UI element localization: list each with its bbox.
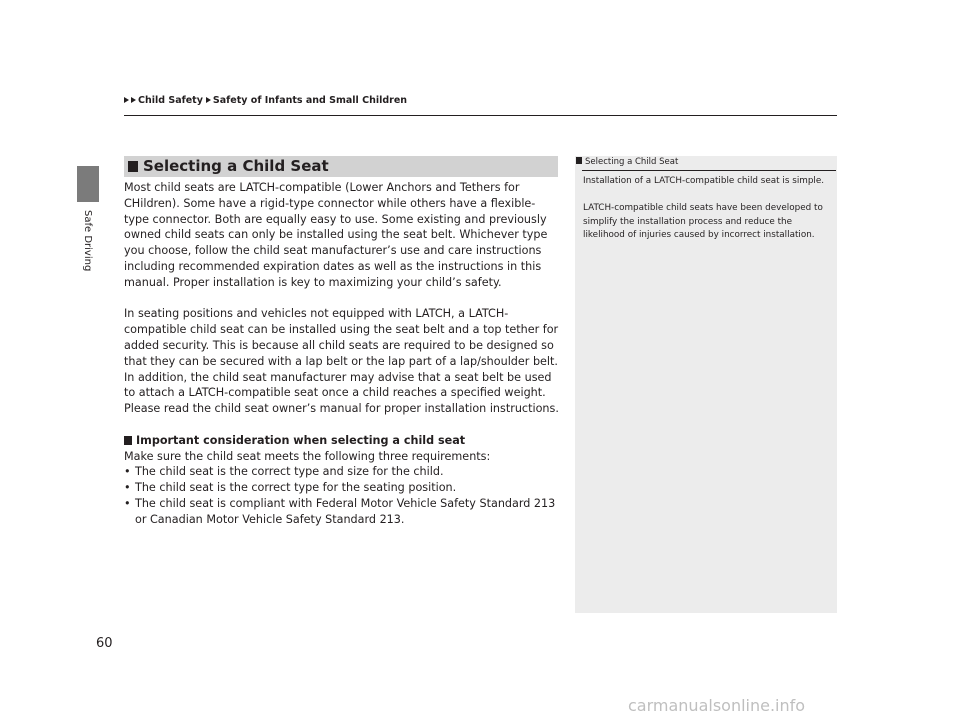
subsection-title-text: Important consideration when selecting a child seat xyxy=(136,433,466,447)
subsection-square-icon xyxy=(124,436,132,445)
subsection-title xyxy=(124,433,560,449)
breadcrumb-item-infants: Safety of Infants and Small Children xyxy=(212,95,408,106)
section-title-text: Selecting a Child Seat xyxy=(143,157,329,175)
side-note-divider xyxy=(582,170,836,171)
breadcrumb-item-child-safety: Child Safety xyxy=(138,95,203,106)
main-body-text xyxy=(124,180,560,528)
header-divider xyxy=(124,115,837,116)
body-paragraph: In seating positions and vehicles not equipped with LATCH, a LATCH-compatible child seat can be installed using the seat belt and a top tether for added security. This is because all child seats are required to be designed so that they can be secured with a lap belt or the lap part of a lap/shoulder belt. In addition, the child seat manufacturer may advise that a seat belt be used to attach a LATCH-compatible seat once a child reaches a specified weight. Please read the child seat owner’s manual for proper installation instructions. xyxy=(124,307,559,416)
body-paragraph: Most child seats are LATCH-compatible (Lower Anchors and Tethers for CHildren). Some have a rigid-type connector while others have a flexible-type connector. Both are equally easy to use. Some existing and previously owned child seats can only be installed using the seat belt. Whichever type you choose, follow the child seat manufacturer’s use and care instructions including recommended expiration dates as well as the instructions in this manual. Proper installation is key to maximizing your child’s safety. xyxy=(124,181,548,289)
list-item: • The child seat is the correct type for the seating position. xyxy=(124,480,560,496)
requirements-list xyxy=(124,464,560,527)
chapter-label: Safe Driving xyxy=(82,210,93,272)
list-item: • The child seat is the correct type and size for the child. xyxy=(124,464,560,480)
subsection-intro: Make sure the child seat meets the following three requirements: xyxy=(124,449,491,463)
side-note-body xyxy=(583,175,828,256)
side-note-title-text: Selecting a Child Seat xyxy=(585,157,679,167)
breadcrumb xyxy=(124,95,407,106)
breadcrumb-arrow-icon xyxy=(124,97,129,103)
section-square-icon xyxy=(128,161,138,172)
breadcrumb-arrow-icon xyxy=(206,97,211,103)
side-note-paragraph: Installation of a LATCH-compatible child seat is simple. xyxy=(583,176,825,186)
side-note-title xyxy=(576,157,678,167)
section-title xyxy=(128,157,329,175)
page-number: 60 xyxy=(96,636,113,651)
note-marker-icon xyxy=(576,157,582,164)
side-note-paragraph: LATCH-compatible child seats have been developed to simplify the installation process and reduce the likelihood of injuries caused by incorrect installation. xyxy=(583,203,823,240)
chapter-tab-marker xyxy=(77,166,99,202)
watermark: carmanualsonline.info xyxy=(628,696,806,715)
breadcrumb-arrow-icon xyxy=(131,97,136,103)
list-item: • The child seat is compliant with Federal Motor Vehicle Safety Standard 213 or Canadian Motor Vehicle Safety Standard 213. xyxy=(124,496,560,528)
